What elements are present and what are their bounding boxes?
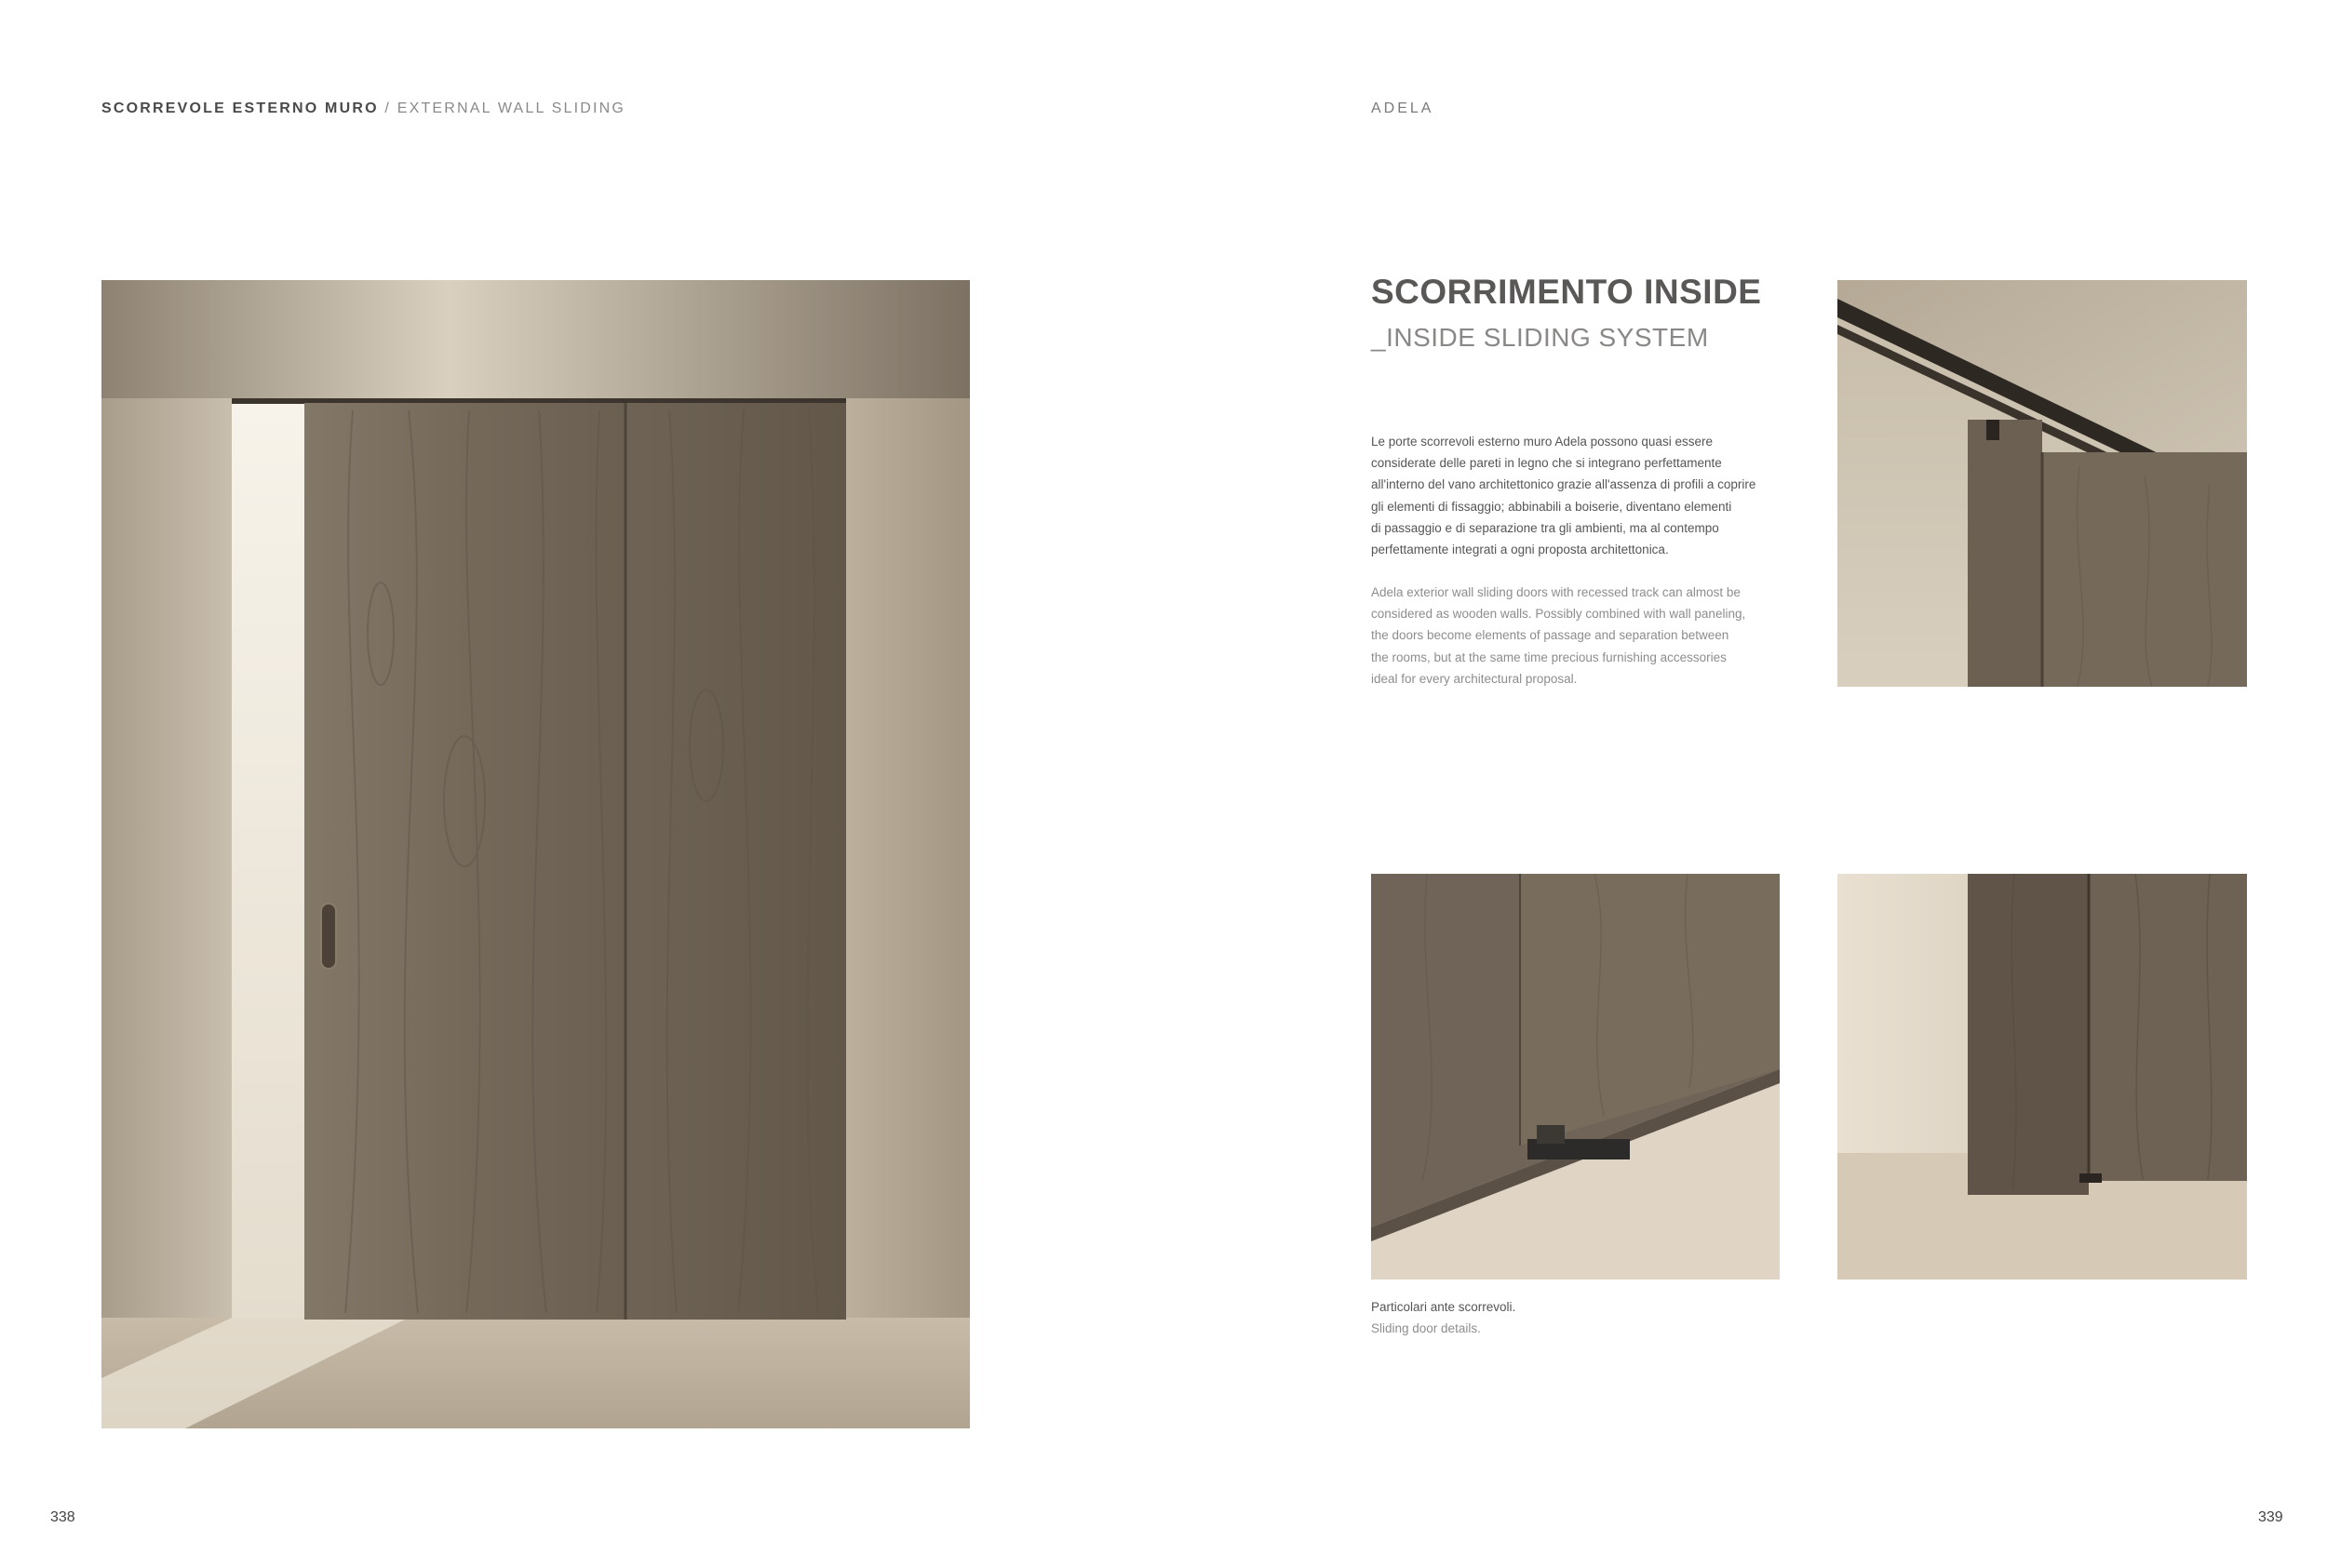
text-line: considerate delle pareti in legno che si integrano perfettamente	[1371, 456, 1722, 471]
detail-photo-door-bottom	[1837, 874, 2247, 1280]
text-line: ideal for every architectural proposal.	[1371, 671, 1578, 686]
main-door-photo	[101, 280, 970, 1428]
text-line: di passaggio e di separazione tra gli ambienti, ma al contempo	[1371, 520, 1719, 535]
detail-photo-bottom-guide	[1371, 874, 1780, 1280]
text-line: Le porte scorrevoli esterno muro Adela possono quasi essere	[1371, 435, 1713, 449]
text-line: all'interno del vano architettonico grazie all'assenza di profili a coprire	[1371, 477, 1756, 492]
page-number-right: 339	[2258, 1509, 2283, 1525]
caption-italian: Particolari ante scorrevoli.	[1371, 1300, 1516, 1314]
text-line: Adela exterior wall sliding doors with recessed track can almost be	[1371, 585, 1741, 599]
text-line: gli elementi di fissaggio; abbinabili a boiserie, diventano elementi	[1371, 499, 1732, 514]
product-name-header: ADELA	[1371, 101, 1434, 116]
text-line: perfettamente integrati a ogni proposta architettonica.	[1371, 543, 1669, 557]
section-header	[101, 101, 625, 117]
description-italian	[1371, 431, 1781, 560]
description-english	[1371, 582, 1781, 690]
page-number-left: 338	[50, 1509, 75, 1525]
detail-photo-track	[1837, 280, 2247, 687]
section-header-it: SCORREVOLE ESTERNO MURO	[101, 101, 379, 116]
text-line: the rooms, but at the same time precious furnishing accessories	[1371, 650, 1727, 664]
section-header-separator: /	[384, 101, 392, 116]
text-line: the doors become elements of passage and separation between	[1371, 628, 1729, 643]
section-header-en: EXTERNAL WALL SLIDING	[397, 101, 626, 116]
section-subtitle: _INSIDE SLIDING SYSTEM	[1371, 323, 1709, 352]
text-line: considered as wooden walls. Possibly combined with wall paneling,	[1371, 607, 1746, 622]
section-title: SCORRIMENTO INSIDE	[1371, 273, 1762, 311]
caption-english: Sliding door details.	[1371, 1321, 1481, 1335]
